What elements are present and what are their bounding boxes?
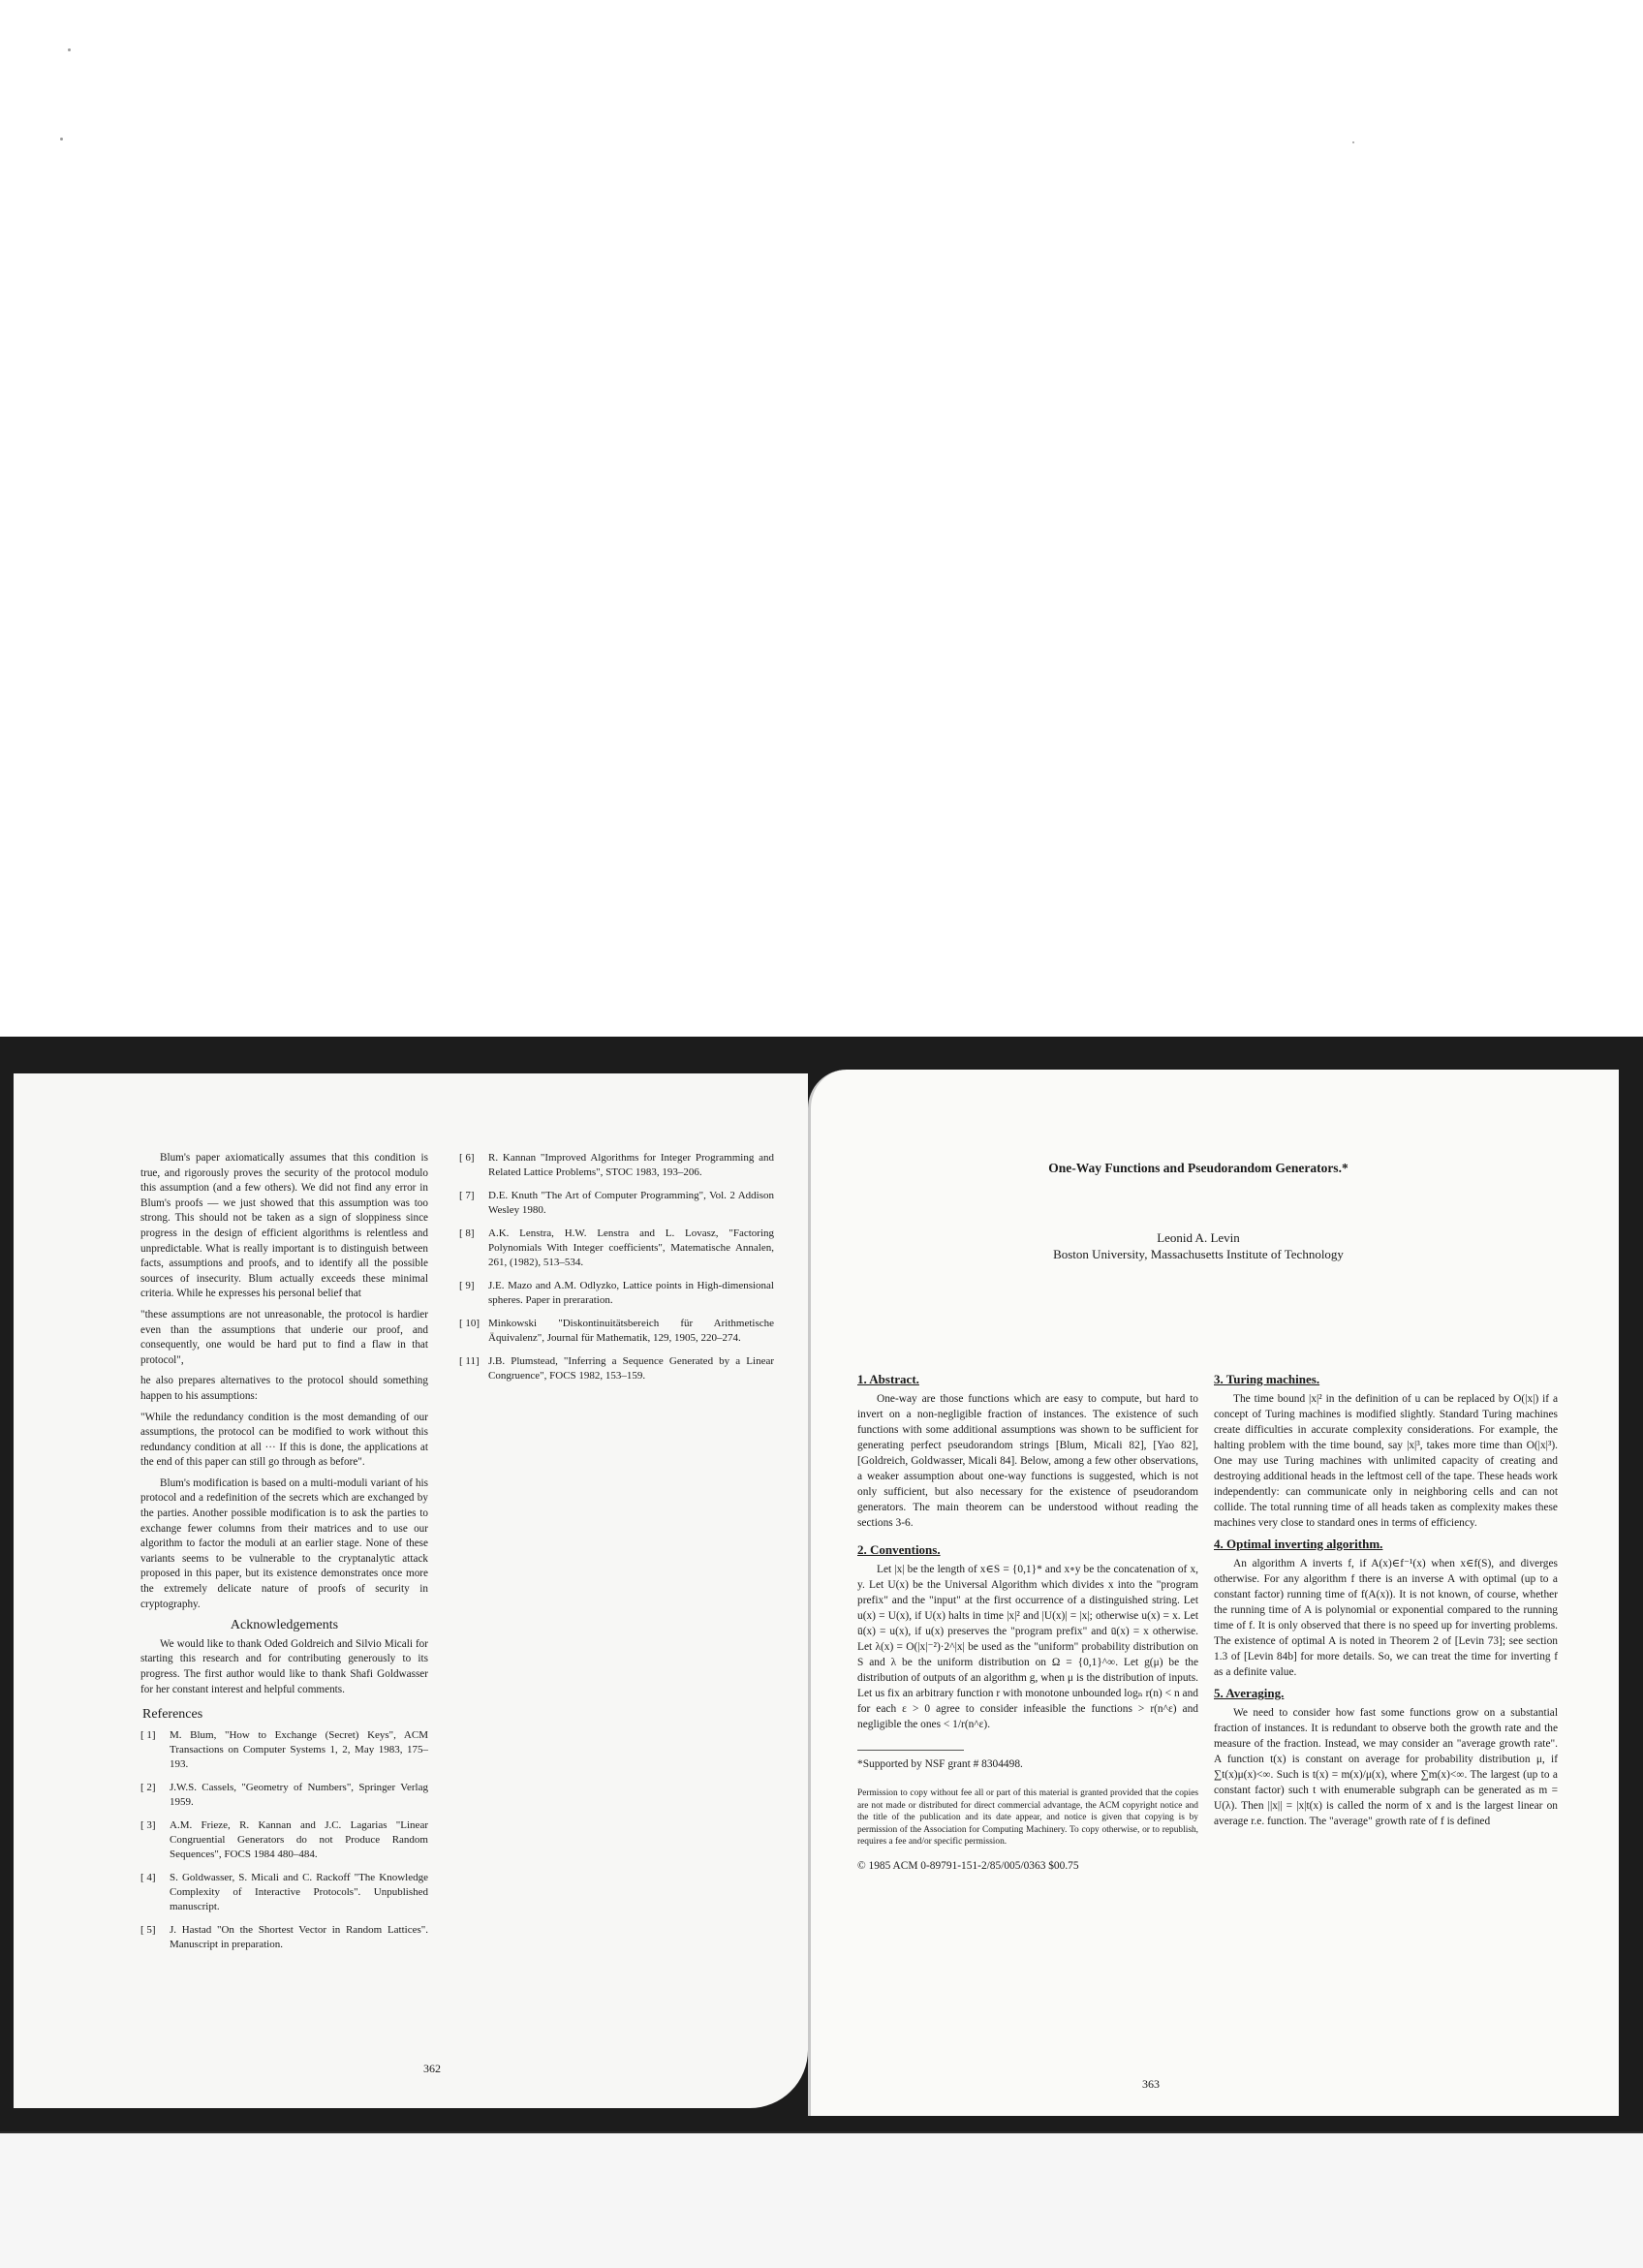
right-column-2 <box>1214 1372 1558 1835</box>
acknowledgements-text: We would like to thank Oded Goldreich and Silvio Micali for starting this research and for contributing generously to its progress. The first author would like to thank Shafi Goldwasser for her constant interest and helpful comments. <box>140 1637 428 1695</box>
reference-text: J.B. Plumstead, "Inferring a Sequence Generated by a Linear Congruence", FOCS 1982, 153–159. <box>488 1355 774 1382</box>
averaging-text: We need to consider how fast some functions grow on a substantial fraction of instances. It is redundant to observe both the growth rate and the measure of the fraction. Instead, we may consider an "average growth rate". A function t(x) is constant on average for probability distribution μ, if ∑t(x)μ(x)<∞. Such is t(x) = m(x)/μ(x), where ∑m(x)<∞. The largest (up to a constant factor) such t with enumerable subgraph can be generated as m = U(λ). Then ||x|| = |x|t(x) is called the norm of x and is the largest linear on average r.e. function. The "average" growth rate of f is defined <box>1214 1707 1558 1827</box>
scan-bottom-margin <box>0 2131 1643 2268</box>
reference-text: A.M. Frieze, R. Kannan and J.C. Lagarias "Linear Congruential Generators do not Produce Random Sequences", FOCS 1984 480–484. <box>170 1818 428 1860</box>
left-page <box>14 1073 808 2108</box>
reference-text: J.W.S. Cassels, "Geometry of Numbers", Springer Verlag 1959. <box>170 1781 428 1808</box>
reference-item <box>459 1189 774 1218</box>
reference-number: [ 11] <box>459 1355 480 1367</box>
reference-number: [ 4] <box>140 1871 156 1883</box>
section-heading: 3. Turing machines. <box>1214 1372 1320 1386</box>
reference-number: [ 9] <box>459 1280 475 1291</box>
reference-text: R. Kannan "Improved Algorithms for Integer Programming and Related Lattice Problems", STOC 1983, 193–206. <box>488 1152 774 1178</box>
paragraph: he also prepares alternatives to the protocol should something happen to his assumptions: <box>140 1375 428 1402</box>
quotation: "these assumptions are not unreasonable, the protocol is hardier even than the assumptions that underie our proof, and consequently, one would be hard put to find a flaw in that protocol", <box>140 1308 428 1366</box>
section-heading: 2. Conventions. <box>857 1542 941 1557</box>
left-column-2 <box>459 1151 774 1392</box>
scan-speck <box>1352 141 1354 143</box>
reference-number: [ 1] <box>140 1728 156 1741</box>
reference-item <box>459 1279 774 1308</box>
reference-item <box>140 1781 428 1810</box>
paragraph: Blum's modification is based on a multi-moduli variant of his protocol and a redefinition of the secrets which are exchanged by the parties. Another possible modification is to ask the parties to exchange fewer columns from their matrices and to use our algorithm to factor the moduli at an earlier stage. None of these variants seems to be vulnerable to the cryptanalytic attack proposed in this paper, but its existence demonstrates once more the extremely delicate nature of proofs of security in cryptography. <box>140 1476 428 1610</box>
reference-number: [ 7] <box>459 1190 475 1201</box>
turing-text: The time bound |x|² in the definition of u can be replaced by O(|x|) if a concept of Turing machines is modified slightly. Standard Turing machines create difficulties in accurate complexity considerations. For example, the halting problem with the time bound, say |x|³, takes more time than O(|x|³). One may use Turing machines with unlimited capacity of creating and destroying additional heads in the leftmost cell of the tape. These heads work independently: can communicate only in neighboring cells and can not collide. The total running time of all heads taken as complexity makes these machines very close to standard ones in terms of efficiency. <box>1214 1393 1558 1529</box>
reference-number: [ 10] <box>459 1318 480 1329</box>
copyright-line: © 1985 ACM 0-89791-151-2/85/005/0363 $00.75 <box>857 1859 1079 1872</box>
reference-item <box>140 1871 428 1914</box>
reference-number: [ 8] <box>459 1227 475 1239</box>
author-affiliation: Boston University, Massachusetts Institute of Technology <box>1053 1247 1344 1261</box>
footnote: *Supported by NSF grant # 8304498. <box>857 1758 1023 1770</box>
reference-item <box>459 1317 774 1346</box>
reference-text: M. Blum, "How to Exchange (Secret) Keys", ACM Transactions on Computer Systems 1, 2, May 1983, 175–193. <box>170 1728 428 1770</box>
reference-number: [ 6] <box>459 1152 475 1164</box>
reference-text: S. Goldwasser, S. Micali and C. Rackoff "The Knowledge Complexity of Interactive Protocols". Unpublished manuscript. <box>170 1871 428 1912</box>
references-list <box>459 1151 774 1383</box>
paragraph: Blum's paper axiomatically assumes that this condition is true, and rigorously proves the security of the protocol modulo this assumption (and a few others). We did not find any error in Blum's proofs — we just showed that this assumption was too strong. This should not be taken as a sign of sloppiness since progress in the design of efficient algorithms is relentless and unpredictable. What is really important is to distinguish between facts, assumptions and proofs, and to identify all the possible sources of insecurity. Blum actually exceeds these minimal criteria. While he expresses his personal belief that <box>140 1152 428 1300</box>
reference-item <box>140 1818 428 1862</box>
acknowledgements-heading: Acknowledgements <box>230 1618 339 1633</box>
section-heading: 5. Averaging. <box>1214 1686 1285 1700</box>
optimal-text: An algorithm A inverts f, if A(x)∈f⁻¹(x) when x∈f(S), and diverges otherwise. For any algorithm f there is an inverse A with optimal (up to a constant factor) running time of f(A(x)). It is not known, of course, whether the running time of A is polynomial or exponential compared to the running time of f. It is only observed that there is no speed up for inverting problems. The existence of optimal A is noted in Theorem 2 of [Levin 73]; see section 1.3 of [Levin 84b] for more details. So, we can treat the time for inverting f as a definite value. <box>1214 1558 1558 1678</box>
paper-title: One-Way Functions and Pseudorandom Generators.* <box>1048 1161 1348 1175</box>
permission-notice: Permission to copy without fee all or part of this material is granted provided that the copies are not made or distributed for direct commercial advantage, the ACM copyright notice and the title of the publication and its date appear, and notice is given that copying is by permission of the Association for Computing Machinery. To copy otherwise, or to republish, requires a fee and/or specific permission. <box>857 1788 1198 1847</box>
author-name: Leonid A. Levin <box>1157 1230 1240 1245</box>
right-page <box>808 1070 1619 2116</box>
reference-number: [ 3] <box>140 1818 156 1831</box>
scan-speck <box>68 48 71 51</box>
section-heading: 1. Abstract. <box>857 1372 919 1386</box>
reference-item <box>459 1151 774 1180</box>
reference-text: A.K. Lenstra, H.W. Lenstra and L. Lovasz, "Factoring Polynomials With Integer coefficients", Matematische Annalen, 261, (1982), 513–534. <box>488 1227 774 1268</box>
abstract-text: One-way are those functions which are easy to compute, but hard to invert on a non-negligible fraction of instances. The existence of such functions with some additional assumptions was shown to be sufficient for generating perfect pseudorandom strings [Blum, Micali 82], [Yao 82], [Goldreich, Goldwasser, Micali 84]. Below, among a few other observations, a weaker assumption about one-way functions is suggested, which is not only sufficient, but also necessary for the existence of pseudorandom generators. The main theorem can be understood without reading the sections 3-6. <box>857 1393 1198 1529</box>
reference-text: J. Hastad "On the Shortest Vector in Random Lattices". Manuscript in preparation. <box>170 1923 428 1950</box>
reference-number: [ 5] <box>140 1923 156 1936</box>
left-column-1 <box>140 1151 428 1961</box>
reference-item <box>140 1923 428 1952</box>
reference-text: Minkowski "Diskontinuitätsbereich für Arithmetische Äquivalenz", Journal für Mathematik, 129, 1905, 220–274. <box>488 1318 774 1344</box>
right-column-1 <box>857 1372 1198 1880</box>
page-number: 363 <box>1142 2077 1160 2091</box>
reference-item <box>459 1354 774 1383</box>
references-heading: References <box>142 1707 203 1723</box>
reference-item <box>459 1227 774 1270</box>
page-number: 362 <box>423 2062 441 2075</box>
conventions-text: Let |x| be the length of x∈S = {0,1}* and x∘y be the concatenation of x, y. Let U(x) be the Universal Algorithm which divides x into the "program prefix" and the "input" at the first occurrence of a distinguished string. Let u(x) = U(x), if U(x) halts in time |x|² and |U(x)| = |x|; otherwise u(x) = x. Let ū(x) = u(x), if u(x) preserves the "program prefix" and ū(x) = x otherwise. Let λ(x) = O(|x|⁻²)·2^|x| be used as the "uniform" probability distribution on S and λ be the uniform distribution on Ω = {0,1}^∞. Let g(μ) be the distribution of outputs of an algorithm g, when μ is the distribution of inputs. Let us fix an arbitrary function r with monotone unbounded logₙ r(n) < n and for each ε > 0 agree to consider infeasible the functions > r(n^ε) and negligible the ones < 1/r(n^ε). <box>857 1564 1198 1730</box>
quotation: "While the redundancy condition is the most demanding of our assumptions, the protocol can be modified to work without this redundancy condition at all ··· If this is done, the applications at the end of this paper can still go through as before". <box>140 1411 428 1469</box>
references-list <box>140 1728 428 1952</box>
reference-text: J.E. Mazo and A.M. Odlyzko, Lattice points in High-dimensional spheres. Paper in preraration. <box>488 1280 774 1306</box>
reference-item <box>140 1728 428 1772</box>
section-heading: 4. Optimal inverting algorithm. <box>1214 1537 1383 1551</box>
scan-speck <box>60 138 63 140</box>
reference-number: [ 2] <box>140 1781 156 1793</box>
footnote-rule <box>857 1750 964 1751</box>
reference-text: D.E. Knuth "The Art of Computer Programming", Vol. 2 Addison Wesley 1980. <box>488 1190 774 1216</box>
